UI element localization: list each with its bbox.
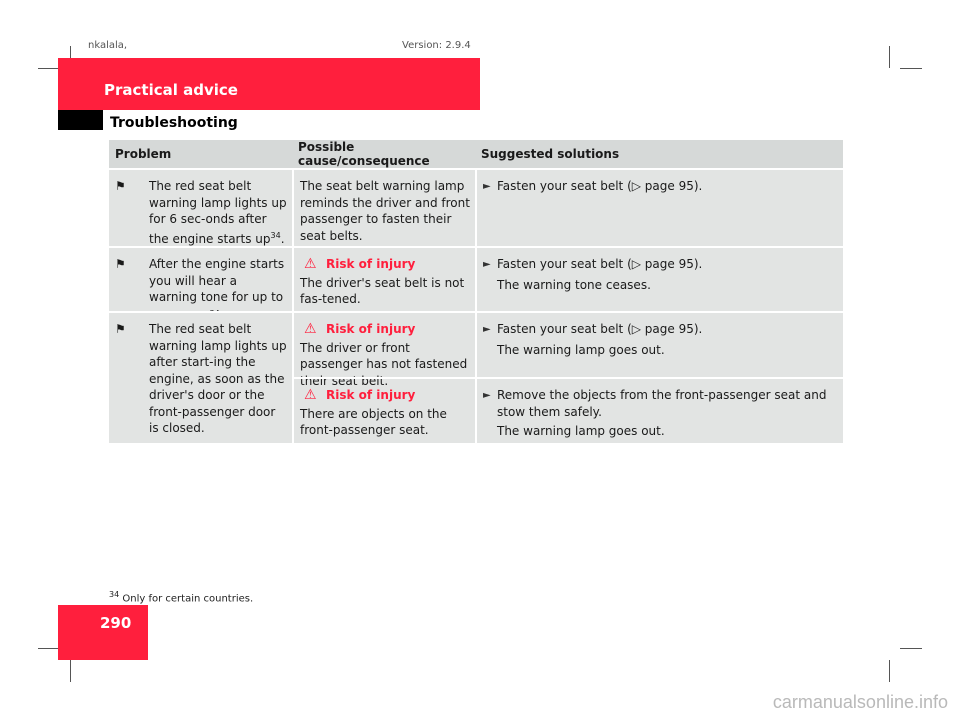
arrow-right-icon: ►	[483, 324, 491, 335]
page-subtitle: Troubleshooting	[110, 115, 238, 131]
seatbelt-icon: ⚑	[115, 179, 126, 193]
warning-triangle-icon: ⚠	[304, 387, 317, 403]
risk-warning: ⚠ Risk of injury	[304, 256, 416, 272]
header-tab	[58, 110, 103, 130]
cause-cell	[292, 313, 475, 388]
risk-warning: ⚠ Risk of injury	[304, 387, 416, 403]
solution-note: The warning lamp goes out.	[497, 342, 665, 357]
arrow-right-icon: ►	[483, 390, 491, 401]
cause-cell	[292, 170, 475, 246]
problem-cell	[109, 170, 292, 247]
solution-cell	[475, 170, 843, 246]
problem-cell	[109, 313, 292, 437]
warning-triangle-icon: ⚠	[304, 256, 317, 272]
footnote: $^{34}$ Only for certain countries.	[109, 590, 254, 605]
seatbelt-icon: ⚑	[115, 322, 126, 336]
solution-step: ► Fasten your seat belt (▷ page 95).	[483, 178, 839, 196]
problem-text: After the engine starts you will hear a warning tone for up to	[149, 257, 285, 304]
seatbelt-icon: ⚑	[115, 257, 126, 271]
solution-cell	[475, 248, 843, 311]
arrow-right-icon: ►	[483, 259, 491, 270]
solution-cell	[475, 377, 843, 443]
crop-mark	[900, 68, 922, 69]
section-title: Practical advice	[104, 81, 238, 99]
problem-text: The red seat belt warning lamp lights up for 6 sec-onds after the engine starts $up^{34}$.	[149, 179, 287, 246]
solution-step: ► Fasten your seat belt (▷ page 95).	[483, 321, 839, 339]
arrow-right-icon: ►	[483, 181, 491, 192]
solution-cell	[475, 313, 843, 377]
crop-mark	[38, 68, 60, 69]
crop-mark	[38, 648, 60, 649]
column-header-solutions: Suggested solutions	[481, 147, 620, 161]
table-row	[109, 246, 843, 311]
troubleshooting-table	[109, 140, 843, 443]
cause-text: The driver's seat belt is not fas-tened.	[300, 275, 465, 306]
cause-text: The driver or front passenger has not fastened their seat belt.	[300, 340, 468, 388]
crop-mark	[70, 660, 71, 682]
warning-triangle-icon: ⚠	[304, 321, 317, 337]
solution-step: ► Fasten your seat belt (▷ page 95).	[483, 256, 839, 274]
problem-text: The red seat belt warning lamp lights up after start-ing the engine, as soon as the driver's door or the front-passenger door is closed.	[149, 322, 287, 435]
crop-mark	[889, 660, 890, 682]
cause-cell	[292, 377, 475, 443]
solution-note: The warning tone ceases.	[497, 277, 651, 292]
solution-note: The warning lamp goes out.	[497, 424, 665, 438]
page-number: 290	[100, 614, 132, 632]
table-row	[109, 168, 843, 246]
column-header-cause: Possible cause/consequence	[298, 140, 430, 168]
solution-step: ► Remove the objects from the front-passenger seat and stow them safely.	[483, 388, 827, 419]
cause-text: There are objects on the front-passenger seat.	[300, 406, 447, 437]
risk-warning: ⚠ Risk of injury	[304, 321, 416, 337]
cause-cell	[292, 248, 475, 311]
top-meta-right: Version: 2.9.4	[402, 40, 471, 51]
crop-mark	[889, 46, 890, 68]
watermark[interactable]: carmanualsonline.info	[772, 692, 948, 712]
cause-text: The seat belt warning lamp reminds the driver and front passenger to fasten their seat belts.	[300, 179, 470, 243]
top-meta-left: nkalala,	[88, 40, 128, 51]
table-header	[109, 140, 843, 168]
crop-mark	[900, 648, 922, 649]
table-row	[109, 311, 843, 443]
column-header-problem: Problem	[115, 147, 172, 161]
